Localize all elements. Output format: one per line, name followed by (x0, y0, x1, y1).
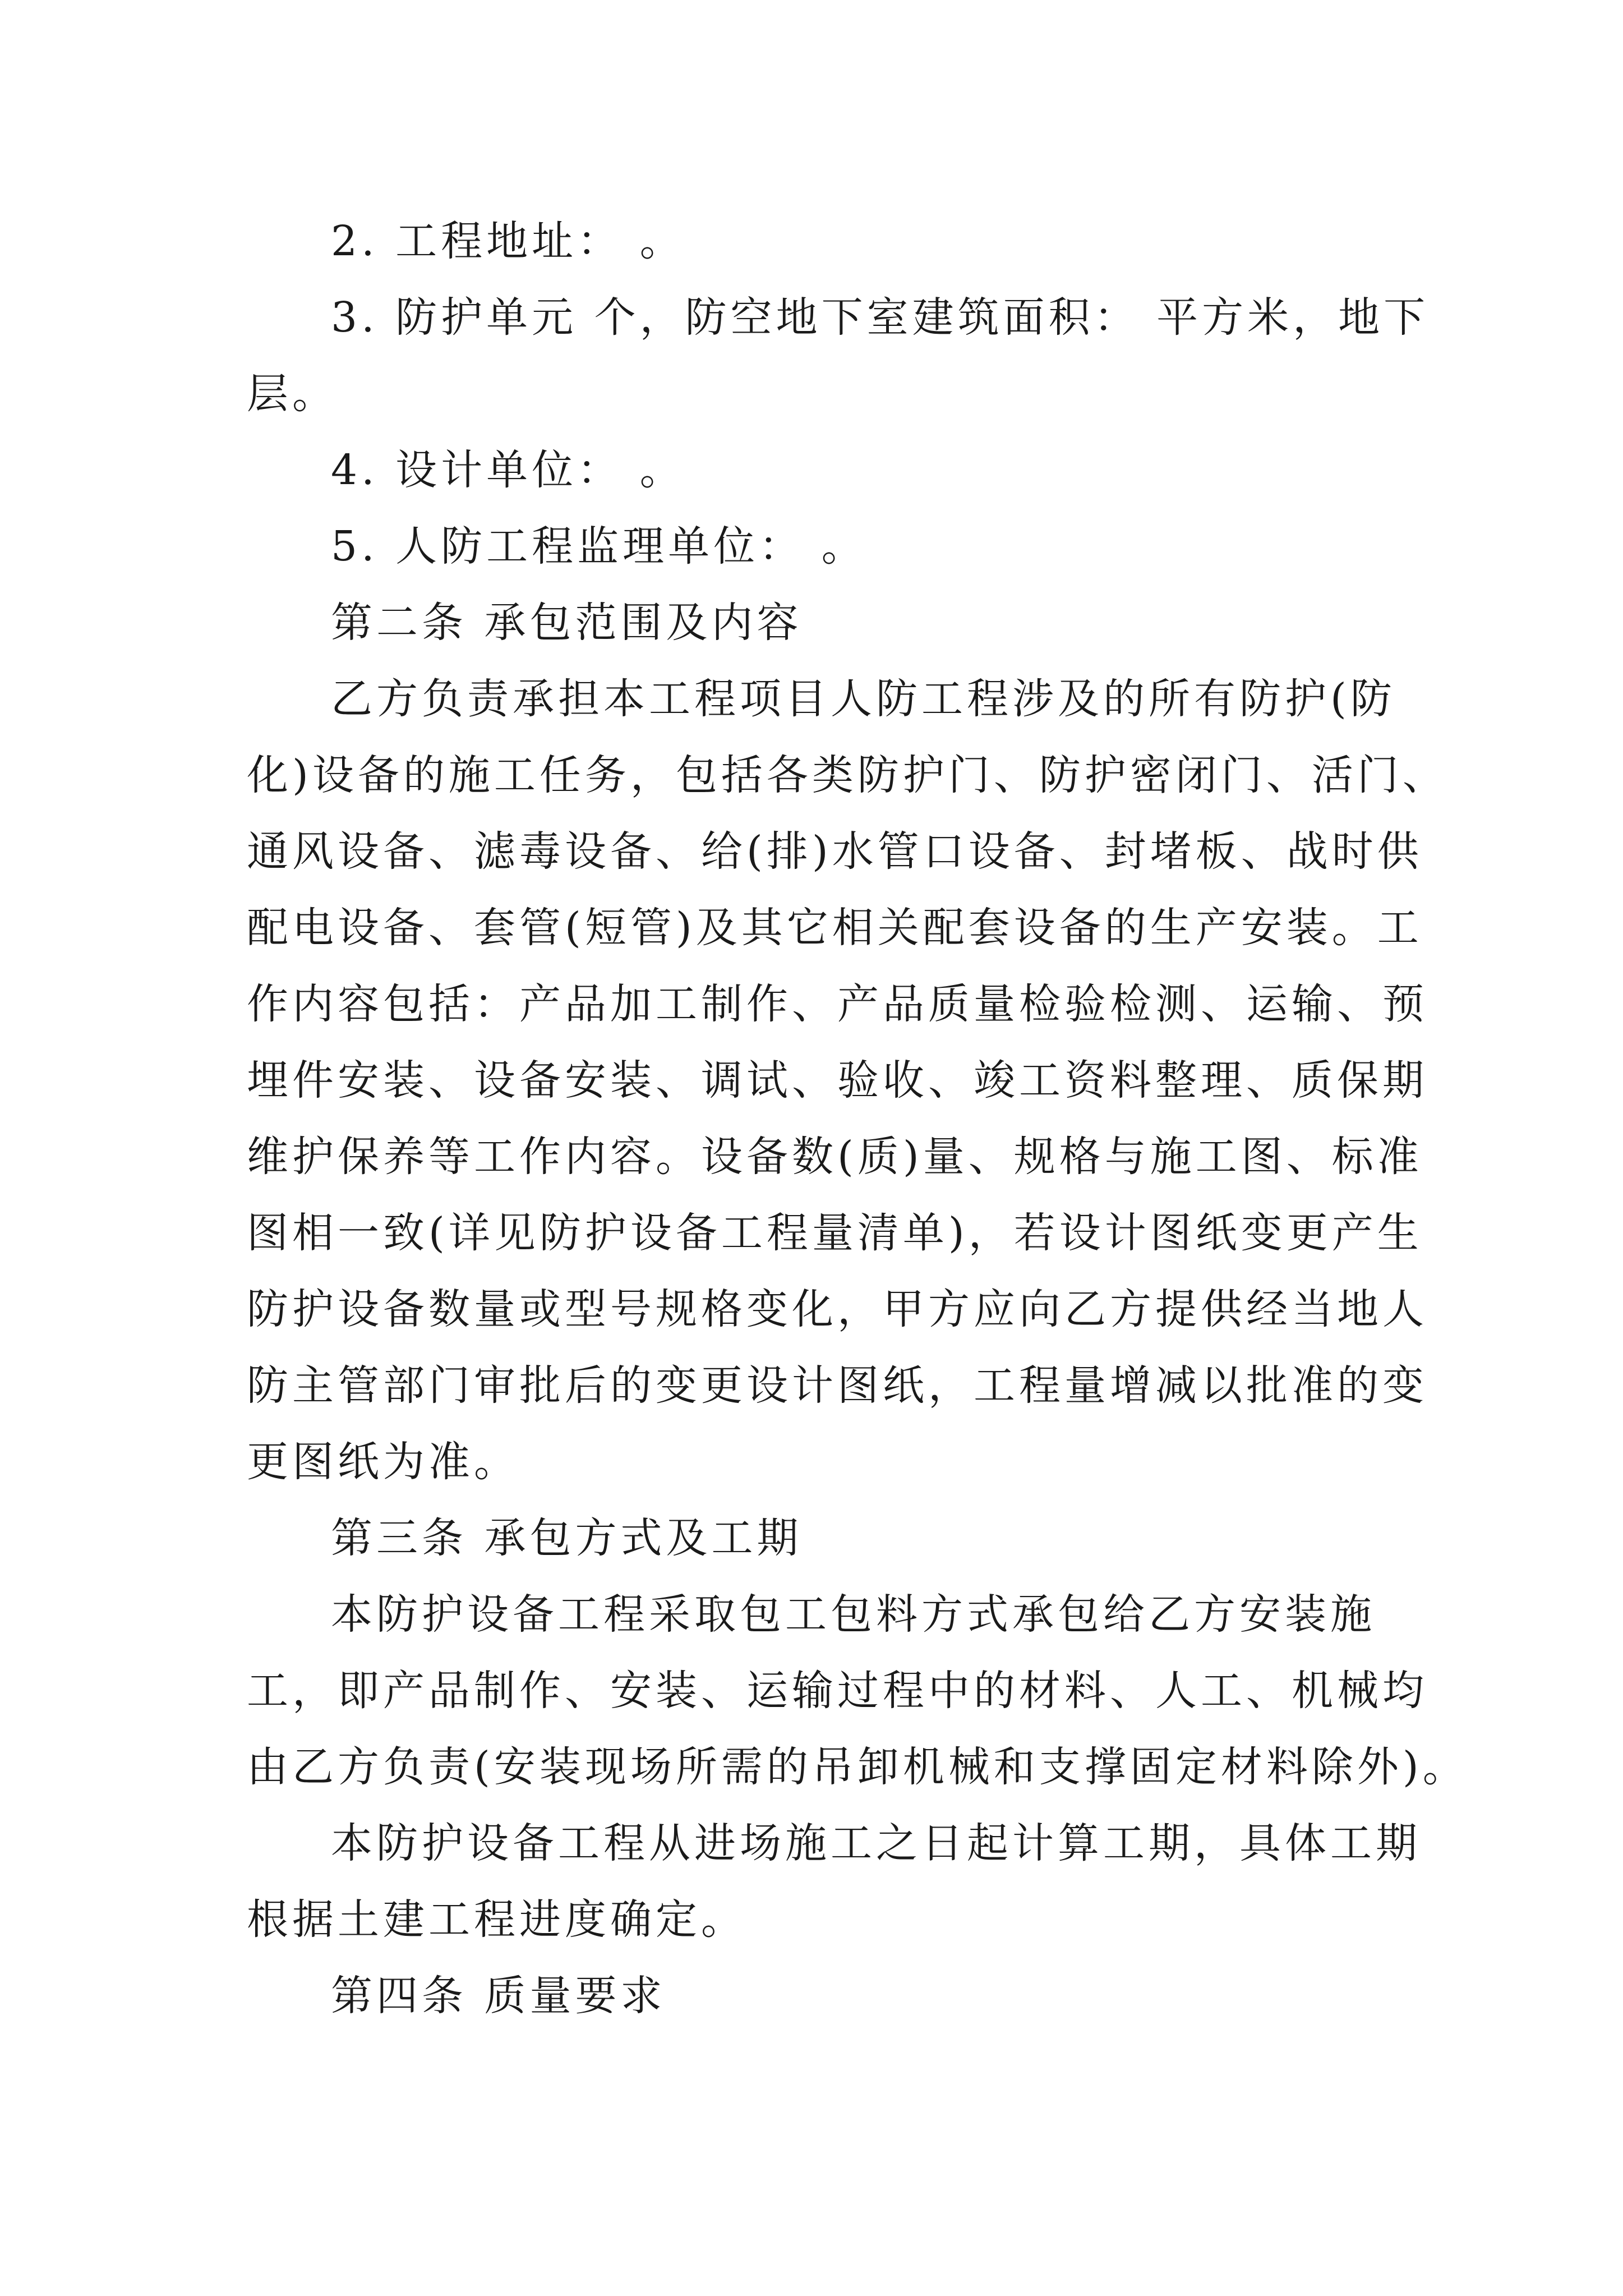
text-line: 作内容包括：产品加工制作、产品质量检验检测、运输、预 (247, 980, 1428, 1028)
text-line: 防护设备数量或型号规格变化，甲方应向乙方提供经当地人 (247, 1285, 1428, 1333)
text-line: 更图纸为准。 (247, 1438, 519, 1486)
list-item-project-address (247, 203, 1385, 279)
text-line: 图相一致(详见防护设备工程量清单)，若设计图纸变更产生 (247, 1209, 1423, 1257)
text-line: 通风设备、滤毒设备、给(排)水管口设备、封堵板、战时供 (247, 827, 1423, 876)
text-line: 本防护设备工程从进场施工之日起计算工期，具体工期 (331, 1819, 1421, 1867)
article-heading (247, 585, 1385, 661)
list-item-supervision-unit (247, 508, 1385, 585)
text-line: 防主管部门审批后的变更设计图纸，工程量增减以批准的变 (247, 1361, 1428, 1410)
article-paragraph (247, 1805, 1421, 1958)
article-paragraph (247, 661, 1448, 1500)
text-line: 根据土建工程进度确定。 (247, 1895, 746, 1944)
text-line: 本防护设备工程采取包工包料方式承包给乙方安装施 (331, 1590, 1376, 1639)
text-line: 5. 人防工程监理单位： 。 (331, 522, 867, 570)
article-heading (247, 1958, 1385, 2034)
text-line: 配电设备、套管(短管)及其它相关配套设备的生产安装。工 (247, 904, 1423, 952)
heading-line: 第四条 质量要求 (331, 1972, 666, 2020)
text-line: 维护保养等工作内容。设备数(质)量、规格与施工图、标准 (247, 1133, 1423, 1181)
text-line: 3. 防护单元 个，防空地下室建筑面积： 平方米，地下 (331, 293, 1430, 342)
text-line: 4. 设计单位： 。 (331, 446, 685, 494)
document-body (247, 203, 1468, 2034)
text-line: 2. 工程地址： 。 (331, 217, 685, 265)
list-item-design-unit (247, 432, 1385, 508)
text-line: 埋件安装、设备安装、调试、验收、竣工资料整理、质保期 (247, 1056, 1428, 1105)
heading-line: 第三条 承包方式及工期 (331, 1514, 803, 1562)
article-heading (247, 1500, 1385, 1576)
list-item-protection-units (247, 279, 1430, 432)
heading-line: 第二条 承包范围及内容 (331, 599, 803, 647)
text-line: 化)设备的施工任务，包括各类防护门、防护密闭门、活门、 (247, 751, 1448, 799)
article-paragraph (247, 1576, 1468, 1805)
text-line: 工，即产品制作、安装、运输过程中的材料、人工、机械均 (247, 1667, 1428, 1715)
text-line: 由乙方负责(安装现场所需的吊卸机械和支撑固定材料除外)。 (247, 1743, 1468, 1791)
text-line: 层。 (247, 370, 338, 418)
text-line: 乙方负责承担本工程项目人防工程涉及的所有防护(防 (331, 675, 1396, 723)
